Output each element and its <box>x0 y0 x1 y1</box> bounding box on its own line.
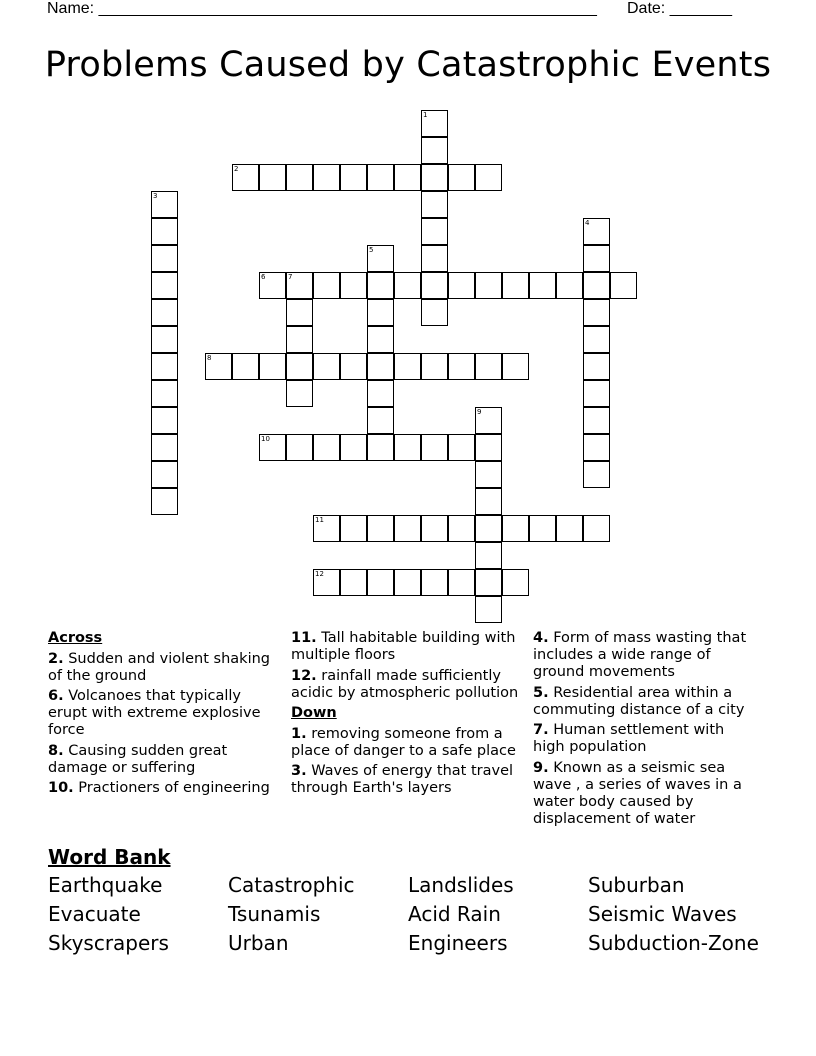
crossword-cell[interactable] <box>151 461 178 488</box>
crossword-cell[interactable] <box>421 164 448 191</box>
crossword-cell[interactable] <box>502 272 529 299</box>
name-field-label: Name: ________________________________________________________ <box>47 0 597 17</box>
crossword-cell[interactable] <box>475 353 502 380</box>
crossword-cell[interactable] <box>394 353 421 380</box>
crossword-cell[interactable] <box>367 164 394 191</box>
crossword-cell[interactable] <box>583 353 610 380</box>
crossword-cell[interactable] <box>583 245 610 272</box>
crossword-cell[interactable] <box>286 299 313 326</box>
clue-number-4: 4 <box>585 219 590 227</box>
clue-number-7: 7 <box>288 273 293 281</box>
word-bank-item: Skyscrapers <box>48 931 169 955</box>
clue-across-10: 10. Practioners of engineering <box>48 780 270 796</box>
crossword-cell[interactable] <box>313 272 340 299</box>
crossword-cell[interactable] <box>421 245 448 272</box>
crossword-cell[interactable] <box>367 326 394 353</box>
down-heading: Down <box>291 705 337 721</box>
clue-down-3: 3. Waves of energy that travel through Earth's layers <box>291 763 514 796</box>
crossword-cell[interactable] <box>151 218 178 245</box>
word-bank-item: Suburban <box>588 873 685 897</box>
crossword-cell[interactable] <box>556 272 583 299</box>
crossword-cell[interactable] <box>286 353 313 380</box>
crossword-cell[interactable] <box>448 353 475 380</box>
clues-column-3 <box>533 630 758 831</box>
clue-across-12: 12. rainfall made sufficiently acidic by atmospheric pollution <box>291 667 519 701</box>
clue-number-12: 12 <box>315 570 324 578</box>
crossword-cell[interactable] <box>421 569 448 596</box>
page-title: Problems Caused by Catastrophic Events <box>44 45 772 85</box>
crossword-cell[interactable] <box>583 299 610 326</box>
crossword-cell[interactable] <box>340 569 367 596</box>
crossword-cell[interactable] <box>286 380 313 407</box>
word-bank-title: Word Bank <box>48 845 171 869</box>
crossword-cell[interactable] <box>151 434 178 461</box>
crossword-cell[interactable] <box>448 434 475 461</box>
word-bank-item: Tsunamis <box>228 902 321 926</box>
clue-number-9: 9 <box>477 408 482 416</box>
word-bank-item: Acid Rain <box>408 902 501 926</box>
crossword-cell[interactable] <box>421 299 448 326</box>
crossword-cell[interactable] <box>475 164 502 191</box>
clues-column-2 <box>291 630 527 801</box>
word-bank-item: Seismic Waves <box>588 902 737 926</box>
clues-column-1 <box>48 630 278 801</box>
word-bank-item: Engineers <box>408 931 508 955</box>
clue-across-11: 11. Tall habitable building with multiple floors <box>291 630 516 663</box>
crossword-cell[interactable] <box>367 299 394 326</box>
clue-down-5: 5. Residential area within a commuting distance of a city <box>533 684 745 718</box>
across-heading: Across <box>48 630 103 646</box>
word-bank-item: Catastrophic <box>228 873 355 897</box>
crossword-cell[interactable] <box>394 272 421 299</box>
crossword-cell[interactable] <box>583 515 610 542</box>
crossword-cell[interactable] <box>367 515 394 542</box>
crossword-cell[interactable] <box>340 515 367 542</box>
crossword-cell[interactable] <box>367 353 394 380</box>
crossword-cell[interactable] <box>529 515 556 542</box>
clue-number-2: 2 <box>234 165 239 173</box>
crossword-cell[interactable] <box>151 353 178 380</box>
crossword-cell[interactable] <box>583 461 610 488</box>
clue-down-1: 1. removing someone from a place of danger to a safe place <box>291 725 516 759</box>
crossword-cell[interactable] <box>340 272 367 299</box>
crossword-cell[interactable] <box>367 434 394 461</box>
crossword-cell[interactable] <box>151 380 178 407</box>
crossword-cell[interactable] <box>340 353 367 380</box>
crossword-cell[interactable] <box>529 272 556 299</box>
crossword-cell[interactable] <box>232 353 259 380</box>
crossword-cell[interactable] <box>583 380 610 407</box>
crossword-cell[interactable] <box>367 407 394 434</box>
crossword-cell[interactable] <box>475 461 502 488</box>
clue-number-10: 10 <box>261 435 270 443</box>
crossword-cell[interactable] <box>583 407 610 434</box>
clue-number-1: 1 <box>423 111 428 119</box>
crossword-cell[interactable] <box>583 434 610 461</box>
clue-down-7: 7. Human settlement with high population <box>533 722 725 755</box>
clue-number-6: 6 <box>261 273 266 281</box>
clue-number-8: 8 <box>207 354 212 362</box>
crossword-cell[interactable] <box>448 515 475 542</box>
crossword-cell[interactable] <box>151 326 178 353</box>
crossword-cell[interactable] <box>475 569 502 596</box>
crossword-cell[interactable] <box>475 488 502 515</box>
clue-number-11: 11 <box>315 516 324 524</box>
crossword-cell[interactable] <box>421 137 448 164</box>
crossword-cell[interactable] <box>502 515 529 542</box>
crossword-cell[interactable] <box>313 164 340 191</box>
crossword-cell[interactable] <box>421 272 448 299</box>
word-bank-item: Urban <box>228 931 289 955</box>
clue-down-4: 4. Form of mass wasting that includes a wide range of ground movements <box>533 630 747 680</box>
crossword-cell[interactable] <box>367 569 394 596</box>
crossword-cell[interactable] <box>394 515 421 542</box>
crossword-cell[interactable] <box>448 272 475 299</box>
word-bank <box>48 873 768 955</box>
crossword-cell[interactable] <box>502 353 529 380</box>
crossword-cell[interactable] <box>394 434 421 461</box>
crossword-cell[interactable] <box>421 353 448 380</box>
crossword-cell[interactable] <box>421 515 448 542</box>
crossword-cell[interactable] <box>583 326 610 353</box>
crossword-cell[interactable] <box>394 569 421 596</box>
date-field-label: Date: _______ <box>627 0 732 17</box>
clue-down-9: 9. Known as a seismic sea wave , a series of waves in a water body caused by displacement of water <box>533 759 742 827</box>
crossword-cell[interactable] <box>367 272 394 299</box>
crossword-cell[interactable] <box>448 569 475 596</box>
crossword-cell[interactable] <box>151 407 178 434</box>
crossword-cell[interactable] <box>583 272 610 299</box>
crossword-cell[interactable] <box>475 542 502 569</box>
crossword-cell[interactable] <box>313 353 340 380</box>
clue-number-3: 3 <box>153 192 158 200</box>
crossword-cell[interactable] <box>286 164 313 191</box>
crossword-cell[interactable] <box>313 434 340 461</box>
clue-across-2: 2. Sudden and violent shaking of the ground <box>48 650 270 684</box>
word-bank-item: Subduction-Zone <box>588 931 759 955</box>
crossword-cell[interactable] <box>340 164 367 191</box>
word-bank-item: Evacuate <box>48 902 141 926</box>
clue-across-6: 6. Volcanoes that typically erupt with extreme explosive force <box>48 688 261 738</box>
clue-across-8: 8. Causing sudden great damage or suffering <box>48 742 228 776</box>
crossword-cell[interactable] <box>421 434 448 461</box>
crossword-cell[interactable] <box>421 191 448 218</box>
crossword-cell[interactable] <box>151 245 178 272</box>
crossword-cell[interactable] <box>286 434 313 461</box>
crossword-cell[interactable] <box>259 164 286 191</box>
clue-number-5: 5 <box>369 246 374 254</box>
crossword-cell[interactable] <box>151 488 178 515</box>
crossword-cell[interactable] <box>367 380 394 407</box>
word-bank-item: Landslides <box>408 873 514 897</box>
crossword-cell[interactable] <box>475 272 502 299</box>
crossword-cell[interactable] <box>610 272 637 299</box>
crossword-cell[interactable] <box>394 164 421 191</box>
crossword-cell[interactable] <box>502 569 529 596</box>
crossword-cell[interactable] <box>556 515 583 542</box>
crossword-cell[interactable] <box>475 434 502 461</box>
crossword-cell[interactable] <box>286 326 313 353</box>
crossword-cell[interactable] <box>448 164 475 191</box>
crossword-cell[interactable] <box>475 515 502 542</box>
crossword-cell[interactable] <box>475 596 502 623</box>
crossword-cell[interactable] <box>151 299 178 326</box>
crossword-cell[interactable] <box>259 353 286 380</box>
crossword-cell[interactable] <box>421 218 448 245</box>
word-bank-item: Earthquake <box>48 873 163 897</box>
crossword-cell[interactable] <box>340 434 367 461</box>
crossword-cell[interactable] <box>151 272 178 299</box>
